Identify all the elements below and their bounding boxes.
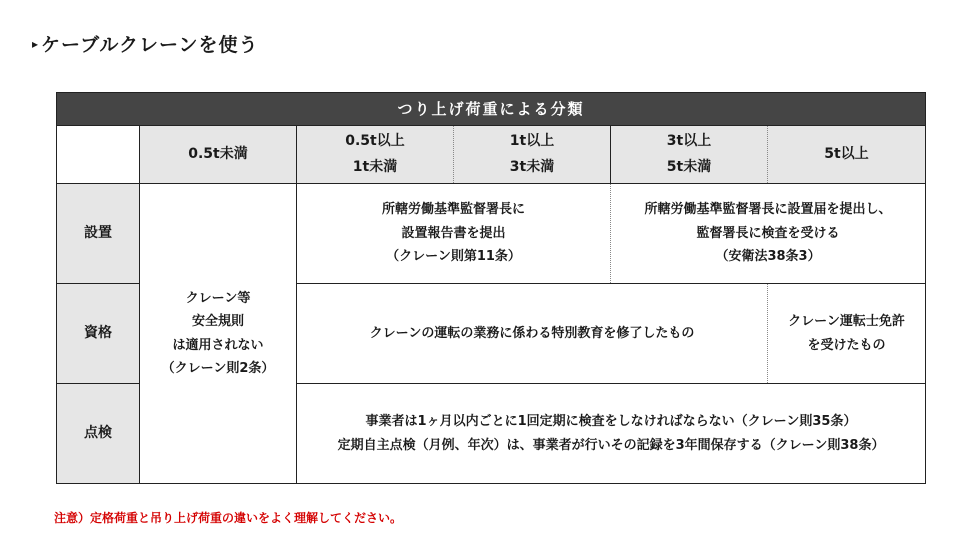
- exempt-line: 安全規則: [191, 314, 244, 330]
- shikaku-training-cell: クレーンの運転の業務に係わる特別教育を修了したもの: [297, 284, 768, 384]
- tenken-line: 事業者は1ヶ月以内ごとに1回定期に検査をしなければならない（クレーン則35条）: [365, 414, 857, 430]
- exempt-line: クレーン等: [185, 290, 251, 306]
- setchi-report-line: 設置報告書を提出: [401, 225, 506, 241]
- column-header-line: 1t以上: [509, 133, 555, 150]
- setchi-report-cell: [297, 184, 611, 284]
- row-header-tenken: 点検: [57, 384, 140, 484]
- column-header-line: 0.5t以上: [345, 133, 405, 150]
- column-header: [454, 126, 611, 184]
- table-header: つり上げ荷重による分類: [57, 93, 926, 126]
- exempt-line: （クレーン則2条）: [161, 360, 275, 376]
- shikaku-license-line: クレーン運転士免許: [788, 314, 905, 330]
- tenken-line: 定期自主点検（月例、年次）は、事業者が行いその記録を3年間保存する（クレーン則38条）: [337, 437, 885, 453]
- caution-note: 注意）定格荷重と吊り上げ荷重の違いをよく理解してください。: [54, 511, 403, 525]
- setchi-notification-cell: [611, 184, 926, 284]
- bullet-marker-icon: ▸: [32, 37, 40, 51]
- column-header: [611, 126, 768, 184]
- setchi-report-line: 所轄労働基準監督署長に: [381, 202, 525, 218]
- shikaku-license-line: を受けたもの: [807, 337, 886, 353]
- setchi-notification-line: （安衛法38条3）: [715, 249, 821, 265]
- setchi-notification-line: 所轄労働基準監督署長に設置届を提出し、: [644, 202, 892, 218]
- shikaku-license-cell: [768, 284, 926, 384]
- column-header: [297, 126, 454, 184]
- exempt-line: は適用されない: [172, 337, 264, 353]
- corner-cell: [57, 126, 140, 184]
- column-header-line: 3t以上: [666, 133, 712, 150]
- column-header: 5t以上: [768, 126, 926, 184]
- column-header: 0.5t未満: [140, 126, 297, 184]
- page-title: [32, 30, 259, 57]
- column-header-line: 3t未満: [509, 158, 555, 175]
- setchi-notification-line: 監督署長に検査を受ける: [696, 225, 840, 241]
- exempt-cell: [140, 184, 297, 484]
- column-header-line: 1t未満: [352, 158, 398, 175]
- tenken-cell: [297, 384, 926, 484]
- page-title-text: ケーブルクレーンを使う: [41, 34, 259, 56]
- crane-classification-table: [56, 92, 926, 484]
- column-header-line: 5t未満: [666, 158, 712, 175]
- row-header-shikaku: 資格: [57, 284, 140, 384]
- setchi-report-line: （クレーン則第11条）: [386, 249, 521, 265]
- row-header-setchi: 設置: [57, 184, 140, 284]
